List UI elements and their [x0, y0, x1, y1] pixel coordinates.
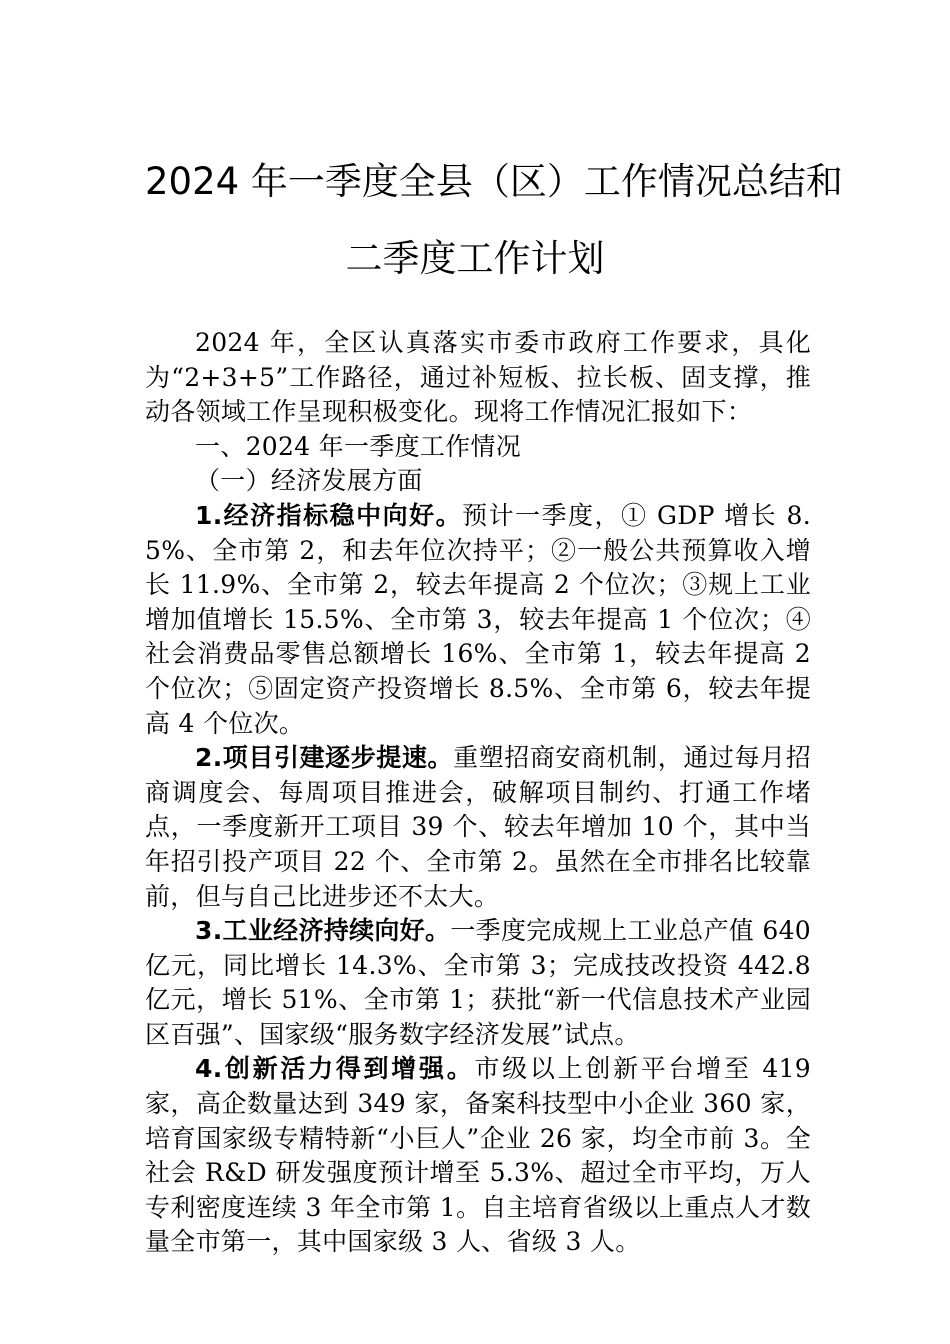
document-title [145, 160, 843, 280]
item-lead: 2.项目引建逐步提速。 [195, 743, 454, 773]
section-heading: 一、2024 年一季度工作情况 [195, 431, 522, 461]
document-body [145, 326, 811, 1260]
item-text: 一季度完成规上工业总产值 640 亿元，同比增长 14.3%、全市第 3；完成技改投资 442.8 亿元，增长 51%、全市第 1；获批“新一代信息技术产业园区百强”、国家级“服务数字经济发展”试点。 [145, 916, 811, 1049]
item-paragraph-2 [145, 741, 811, 914]
subsection-heading: （一）经济发展方面 [195, 466, 423, 496]
item-lead: 1.经济指标稳中向好。 [195, 500, 463, 530]
item-text: 市级以上创新平台增至 419 家，高企数量达到 349 家，备案科技型中小企业 360 家，培育国家级专精特新“小巨人”企业 26 家，均全市前 3。全社会 R&D 研发强度预计增至 5.3%、超过全市平均，万人专利密度连续 3 年全市第 1。自主培育省级以上重点人才数量全市第一，其中国家级 3 人、省级 3 人。 [145, 1054, 811, 1257]
item-lead: 4.创新活力得到增强。 [195, 1054, 475, 1084]
title-line-2: 二季度工作计划 [345, 237, 605, 280]
item-text: 重塑招商安商机制，通过每月招商调度会、每周项目推进会，破解项目制约、打通工作堵点，一季度新开工项目 39 个、较去年增加 10 个，其中当年招引投产项目 22 个、全市第 2。虽然在全市排名比较靠前，但与自己比进步还不太大。 [145, 743, 811, 911]
item-lead: 3.工业经济持续向好。 [195, 916, 451, 946]
item-paragraph-4 [145, 1052, 811, 1260]
item-text: 预计一季度，① GDP 增长 8.5%、全市第 2，和去年位次持平；②一般公共预算收入增长 11.9%、全市第 2，较去年提高 2 个位次；③规上工业增加值增长 15.5%、全市第 3，较去年提高 1 个位次；④社会消费品零售总额增长 16%、全市第 1，较去年提高 2 个位次；⑤固定资产投资增长 8.5%、全市第 6，较去年提高 4 个位次。 [145, 500, 811, 738]
item-paragraph-3 [145, 914, 811, 1052]
item-paragraph-1 [145, 499, 811, 741]
intro-paragraph: 2024 年，全区认真落实市委市政府工作要求，具化为“2+3+5”工作路径，通过补短板、拉长板、固支撑，推动各领域工作呈现积极变化。现将工作情况汇报如下： [145, 328, 811, 427]
title-line-1: 2024 年一季度全县（区）工作情况总结和 [145, 160, 843, 203]
